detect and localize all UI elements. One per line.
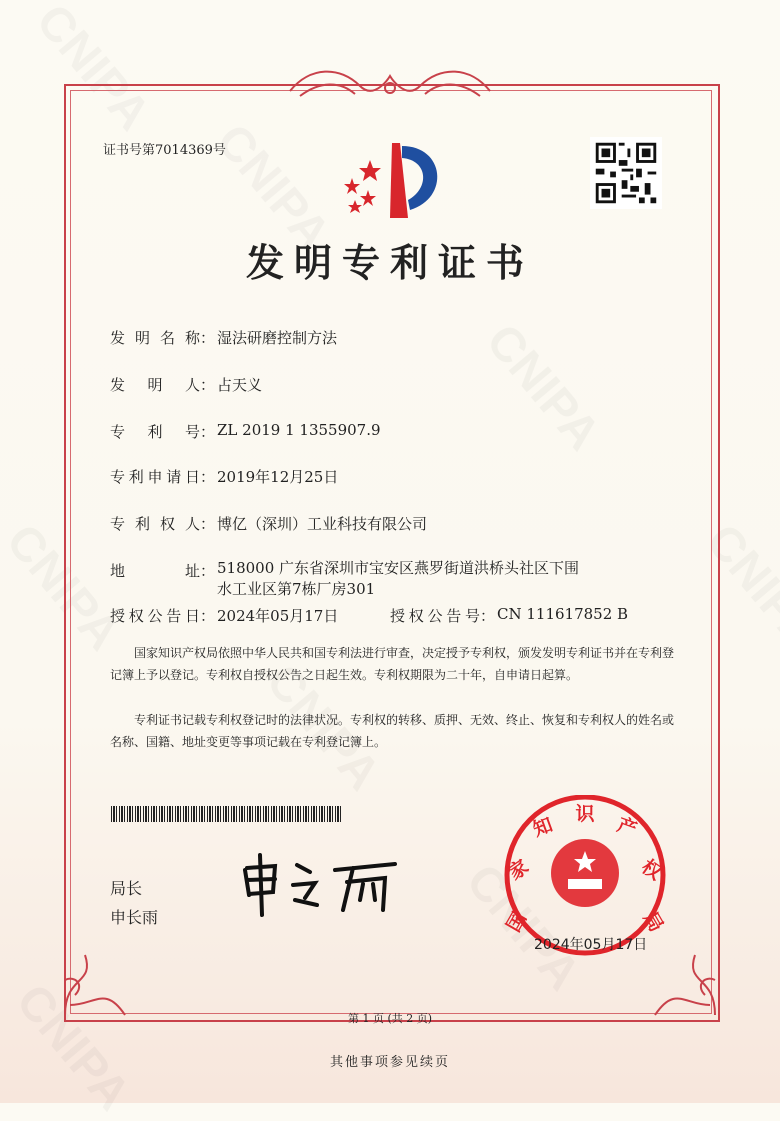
svg-text:局: 局: [638, 908, 668, 936]
director-name: 申长雨: [110, 908, 159, 927]
field-label: 授权公告日: [110, 607, 200, 625]
field-label: 发明人: [110, 376, 200, 394]
field-label: 发明名称: [110, 329, 200, 347]
svg-text:权: 权: [637, 855, 666, 885]
svg-text:知: 知: [530, 813, 556, 841]
cnipa-logo: [330, 138, 450, 223]
svg-text:识: 识: [575, 803, 595, 825]
label-colon: ：: [200, 423, 216, 441]
field-value: 518000 广东省深圳市宝安区燕罗街道洪桥头社区下围: [217, 559, 580, 577]
label-colon: ：: [480, 607, 496, 625]
statement-paragraph: 专利证书记载专利权登记时的法律状况。专利权的转移、质押、无效、终止、恢复和专利权人的姓名或名称、国籍、地址变更等事项记载在专利登记簿上。: [110, 713, 675, 749]
field-value-line2: 水工业区第7栋厂房301: [217, 580, 376, 598]
field-patentee: [110, 513, 427, 534]
label-colon: ：: [200, 468, 216, 486]
qr-code: [590, 137, 662, 209]
field-invention-name: [110, 327, 337, 348]
certificate-number: 证书号第7014369号: [103, 143, 226, 158]
label-colon: ：: [200, 607, 216, 625]
field-patent-number: [110, 421, 381, 442]
barcode: [111, 806, 343, 822]
director-signature: [235, 850, 405, 920]
field-value: CN 111617852 B: [497, 605, 629, 623]
field-label: 专利权人: [110, 515, 200, 533]
field-value: 博亿（深圳）工业科技有限公司: [217, 515, 428, 533]
seal-date: 2024年05月17日: [534, 937, 648, 953]
field-label: 授权公告号: [390, 607, 480, 625]
field-value: 湿法研磨控制方法: [217, 329, 338, 347]
svg-text:产: 产: [614, 813, 640, 841]
field-label: 地址: [110, 562, 200, 580]
certificate-title: 发明专利证书: [245, 241, 534, 285]
field-value: 2024年05月17日: [217, 607, 339, 625]
field-value: 占天义: [217, 376, 263, 394]
field-application-date: [110, 466, 338, 487]
field-grant-number: [390, 605, 628, 626]
svg-text:国: 国: [502, 908, 532, 936]
label-colon: ：: [200, 515, 216, 533]
statement-paragraph: 国家知识产权局依照中华人民共和国专利法进行审查，决定授予专利权，颁发发明专利证书并在专利登记簿上予以登记。专利权自授权公告之日起生效。专利权期限为二十年，自申请日起算。: [110, 646, 675, 682]
field-address: [110, 560, 579, 600]
director-title: 局长: [110, 879, 143, 898]
top-ornament: [280, 66, 500, 106]
continued-note: 其他事项参见续页: [329, 1055, 450, 1070]
svg-text:家: 家: [504, 855, 533, 885]
label-colon: ：: [200, 376, 216, 394]
page-info: 第 1 页 (共 2 页): [347, 1012, 433, 1025]
field-label: 专利号: [110, 423, 200, 441]
field-value: 2019年12月25日: [217, 468, 339, 486]
label-colon: ：: [200, 562, 216, 580]
field-value: ZL 2019 1 1355907.9: [217, 421, 381, 439]
label-colon: ：: [200, 329, 216, 347]
field-grant-date: [110, 605, 338, 626]
field-inventor: [110, 374, 262, 395]
field-label: 专利申请日: [110, 468, 200, 486]
